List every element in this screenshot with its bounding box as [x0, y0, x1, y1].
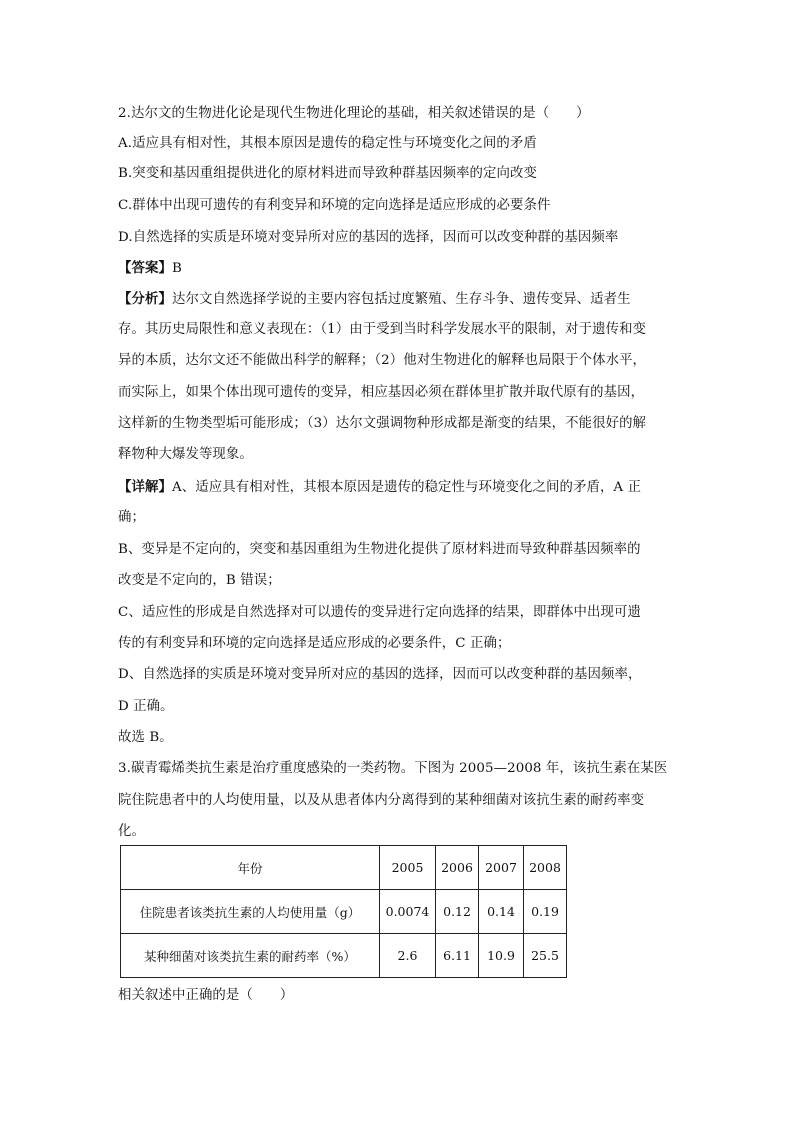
detail-label: 【详解】: [118, 479, 172, 495]
table-cell: 0.12: [436, 890, 479, 934]
question-3-stem-2: 院住院患者中的人均使用量，以及从患者体内分离得到的某种细菌对该抗生素的耐药率变: [118, 793, 645, 808]
answer-label: 【答案】: [118, 260, 172, 276]
detail-line-7: D、自然选择的实质是环境对变异所对应的基因的选择，因而可以改变种群的基因频率，: [118, 667, 642, 682]
detail-line-1: [118, 477, 641, 498]
table-row: [121, 934, 567, 978]
table-cell: 某种细菌对该类抗生素的耐药率（%）: [121, 934, 380, 978]
detail-line-9: 故选 B。: [118, 730, 173, 745]
analysis-label: 【分析】: [118, 291, 172, 307]
answer-line: [118, 258, 182, 279]
detail-line-4: 改变是不定向的，B 错误；: [118, 573, 281, 588]
option-a: A.适应具有相对性，其根本原因是遗传的稳定性与环境变化之间的矛盾: [118, 136, 537, 151]
detail-text: A、适应具有相对性，其根本原因是遗传的稳定性与环境变化之间的矛盾，A 正: [171, 480, 642, 495]
analysis-text: 达尔文自然选择学说的主要内容包括过度繁殖、生存斗争、遗传变异、适者生: [171, 292, 631, 307]
table-cell: 0.14: [479, 890, 524, 934]
table-cell: 6.11: [436, 934, 479, 978]
detail-line-2: 确；: [118, 510, 145, 525]
detail-line-3: B、变异是不定向的，突变和基因重组为生物进化提供了原材料进而导致种群基因频率的: [118, 542, 641, 557]
analysis-line-4: 而实际上，如果个体出现可遗传的变异，相应基因必须在群体里扩散并取代原有的基因，: [118, 385, 645, 400]
antibiotic-data-table: [120, 845, 567, 978]
detail-line-8: D 正确。: [118, 699, 174, 714]
table-header-cell: 年份: [121, 846, 380, 890]
table-header-cell: 2006: [436, 846, 479, 890]
question-3-stem-1: 3.碳青霉烯类抗生素是治疗重度感染的一类药物。下图为 2005—2008 年，该抗生素在某医: [118, 761, 668, 776]
question-3-followup: 相关叙述中正确的是（ ）: [118, 988, 294, 1003]
option-d: D.自然选择的实质是环境对变异所对应的基因的选择，因而可以改变种群的基因频率: [118, 230, 619, 245]
detail-line-6: 传的有利变异和环境的定向选择是适应形成的必要条件，C 正确；: [118, 636, 511, 651]
option-b: B.突变和基因重组提供进化的原材料进而导致种群基因频率的定向改变: [118, 166, 538, 181]
analysis-line-1: [118, 289, 631, 310]
analysis-line-5: 这样新的生物类型垢可能形成；（3）达尔文强调物种形成都是渐变的结果，不能很好的解: [118, 416, 647, 431]
analysis-line-2: 存。其历史局限性和意义表现在：（1）由于受到当时科学发展水平的限制，对于遗传和变: [118, 322, 647, 337]
table-cell: 住院患者该类抗生素的人均使用量（g）: [121, 890, 380, 934]
question-2-stem: 2.达尔文的生物进化论是现代生物进化理论的基础，相关叙述错误的是（ ）: [118, 106, 590, 121]
detail-line-5: C、适应性的形成是自然选择对可以遗传的变异进行定向选择的结果，即群体中出现可遗: [118, 605, 641, 620]
answer-value: B: [171, 261, 182, 276]
table-cell: 0.0074: [380, 890, 436, 934]
table-cell: 0.19: [524, 890, 567, 934]
analysis-line-6: 释物种大爆发等现象。: [118, 447, 253, 462]
table-cell: 10.9: [479, 934, 524, 978]
analysis-line-3: 异的本质，达尔文还不能做出科学的解释；（2）他对生物进化的解释也局限于个体水平，: [118, 353, 647, 368]
table-header-cell: 2007: [479, 846, 524, 890]
table-header-cell: 2008: [524, 846, 567, 890]
table-cell: 25.5: [524, 934, 567, 978]
table-header-row: [121, 846, 567, 890]
table-header-cell: 2005: [380, 846, 436, 890]
table-row: [121, 890, 567, 934]
option-c: C.群体中出现可遗传的有利变异和环境的定向选择是适应形成的必要条件: [118, 198, 551, 213]
table-cell: 2.6: [380, 934, 436, 978]
question-3-stem-3: 化。: [118, 824, 145, 839]
